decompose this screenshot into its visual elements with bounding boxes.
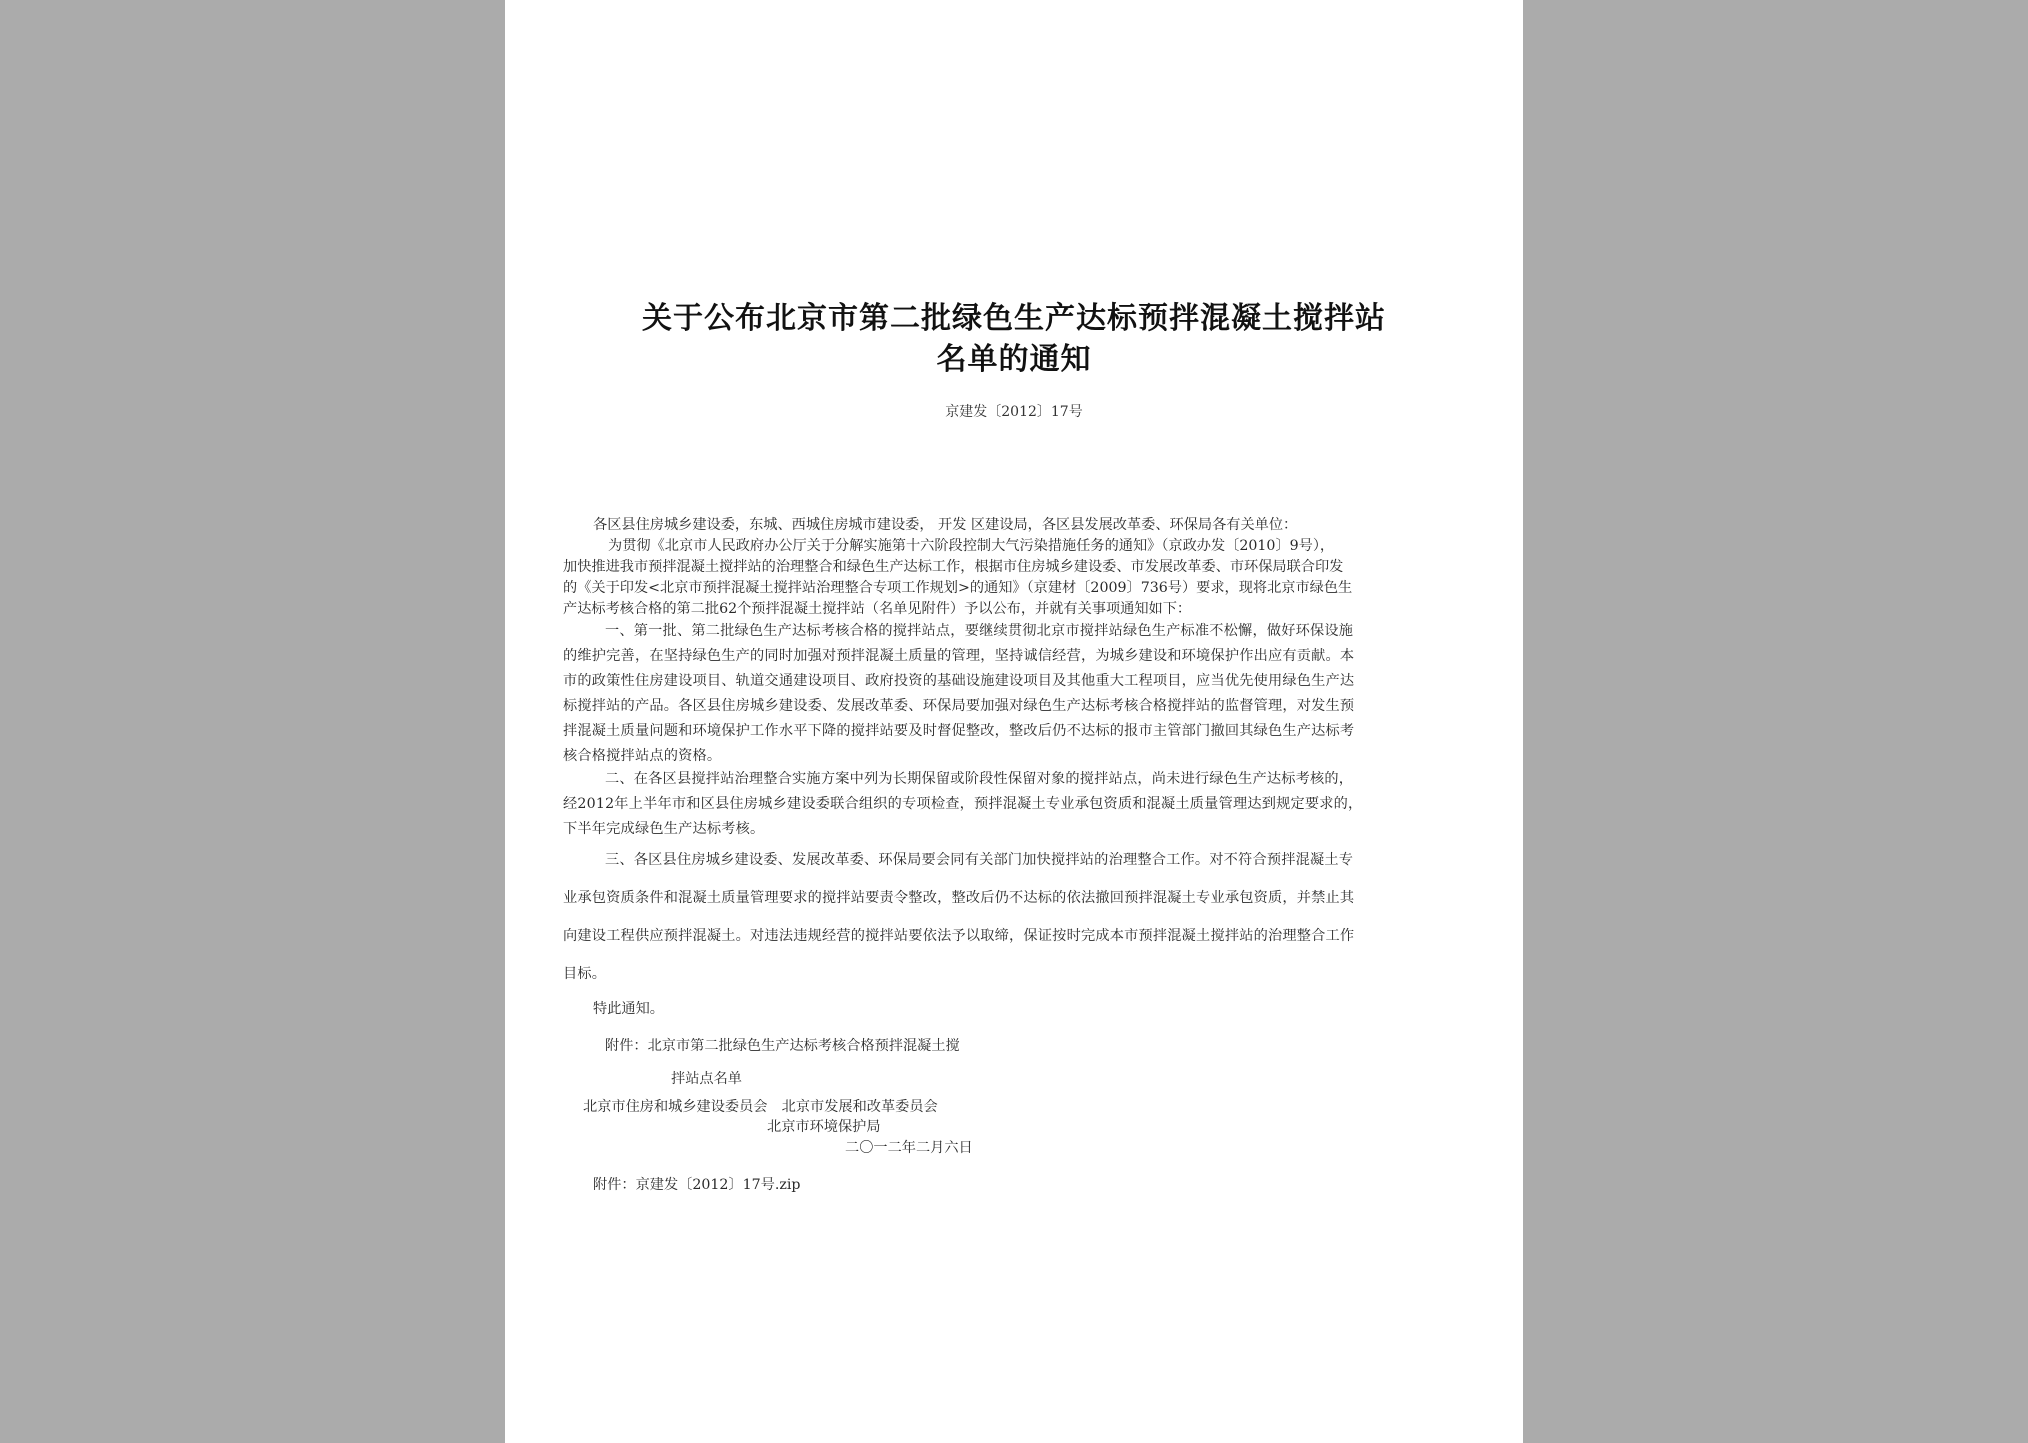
item-1-line: 拌混凝土质量问题和环境保护工作水平下降的搅拌站要及时督促整改，整改后仍不达标的报市主管部门撤回其绿色生产达标考	[563, 723, 1355, 739]
item-3-line: 目标。	[563, 966, 607, 982]
item-1-line: 的维护完善，在坚持绿色生产的同时加强对预拌混凝土质量的管理，坚持诚信经营，为城乡建设和环境保护作出应有贡献。本	[563, 648, 1355, 664]
item-2-line: 二、在各区县搅拌站治理整合实施方案中列为长期保留或阶段性保留对象的搅拌站点，尚未进行绿色生产达标考核的，	[605, 771, 1354, 787]
item-3-line: 向建设工程供应预拌混凝土。对违法违规经营的搅拌站要依法予以取缔，保证按时完成本市预拌混凝土搅拌站的治理整合工作	[563, 928, 1355, 944]
document-title-line-1: 关于公布北京市第二批绿色生产达标预拌混凝土搅拌站	[642, 301, 1386, 336]
document-title-line-2: 名单的通知	[936, 342, 1092, 377]
item-3-line: 三、各区县住房城乡建设委、发展改革委、环保局要会同有关部门加快搅拌站的治理整合工作。对不符合预拌混凝土专	[605, 852, 1354, 868]
item-1-line: 标搅拌站的产品。各区县住房城乡建设委、发展改革委、环保局要加强对绿色生产达标考核合格搅拌站的监督管理，对发生预	[563, 698, 1355, 714]
item-2-line: 经2012年上半年市和区县住房城乡建设委联合组织的专项检查，预拌混凝土专业承包资质和混凝土质量管理达到规定要求的，	[563, 796, 1363, 812]
item-2-line: 下半年完成绿色生产达标考核。	[563, 821, 765, 837]
issuer-line-2: 北京市环境保护局	[767, 1119, 881, 1135]
document-page	[505, 0, 1523, 1443]
item-3-line: 业承包资质条件和混凝土质量管理要求的搅拌站要责令整改，整改后仍不达标的依法撤回预拌混凝土专业承包资质，并禁止其	[563, 890, 1355, 906]
item-1-line: 一、第一批、第二批绿色生产达标考核合格的搅拌站点，要继续贯彻北京市搅拌站绿色生产标准不松懈，做好环保设施	[605, 623, 1354, 639]
issuer-line-1: 北京市住房和城乡建设委员会 北京市发展和改革委员会	[583, 1099, 938, 1115]
intro-line: 加快推进我市预拌混凝土搅拌站的治理整合和绿色生产达标工作，根据市住房城乡建设委、市发展改革委、市环保局联合印发	[563, 559, 1344, 575]
attachment-note-line-1: 附件：北京市第二批绿色生产达标考核合格预拌混凝土搅	[605, 1038, 960, 1054]
intro-line: 产达标考核合格的第二批62个预拌混凝土搅拌站（名单见附件）予以公布，并就有关事项通知如下：	[563, 601, 1192, 617]
closing-text: 特此通知。	[593, 1001, 664, 1017]
attachment-note-line-2: 拌站点名单	[671, 1071, 742, 1087]
document-number: 京建发〔2012〕17号	[945, 404, 1083, 420]
issue-date: 二〇一二年二月六日	[845, 1140, 973, 1156]
intro-line: 为贯彻《北京市人民政府办公厅关于分解实施第十六阶段控制大气污染措施任务的通知》（京政办发〔2010〕9号），	[608, 538, 1335, 554]
intro-line: 的《关于印发<北京市预拌混凝土搅拌站治理整合专项工作规划>的通知》（京建材〔2009〕736号）要求，现将北京市绿色生	[563, 580, 1353, 596]
item-1-line: 市的政策性住房建设项目、轨道交通建设项目、政府投资的基础设施建设项目及其他重大工程项目，应当优先使用绿色生产达	[563, 673, 1355, 689]
file-attachment-link[interactable]: 附件：京建发〔2012〕17号.zip	[593, 1177, 801, 1193]
salutation: 各区县住房城乡建设委，东城、西城住房城市建设委， 开发 区建设局，各区县发展改革委、环保局各有关单位：	[593, 517, 1298, 533]
item-1-line: 核合格搅拌站点的资格。	[563, 748, 722, 764]
